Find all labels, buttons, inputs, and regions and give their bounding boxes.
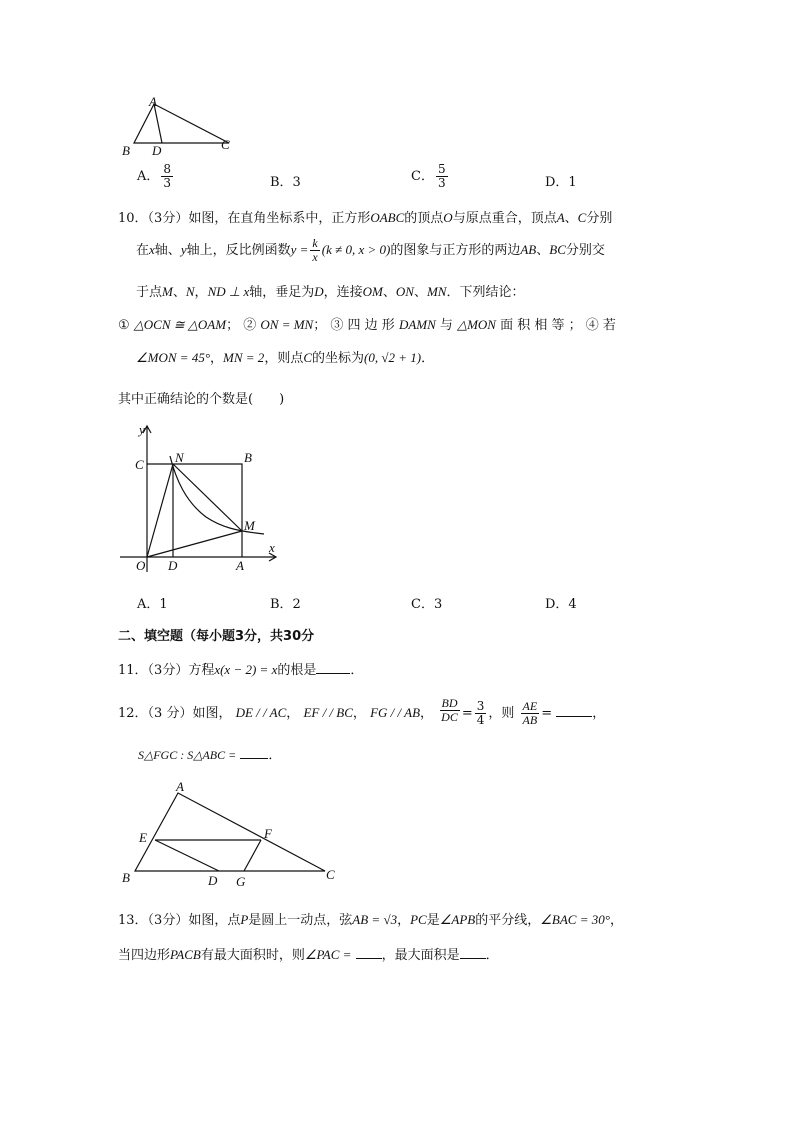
q10-option-a xyxy=(137,593,168,612)
q10-var: x xyxy=(149,242,155,257)
q10-sep: ， xyxy=(210,351,224,366)
q10-var: D xyxy=(314,284,324,299)
label-a: A xyxy=(176,779,184,794)
q13-text: 有最大面积时，则 xyxy=(200,948,305,963)
fraction-num: AE xyxy=(522,699,538,713)
fraction-num: BD xyxy=(441,696,458,710)
option-c-fraction xyxy=(436,163,448,190)
q13-end: ． xyxy=(485,948,499,963)
q10-sep: ； xyxy=(226,318,240,333)
fraction-num: 3 xyxy=(476,699,485,713)
segment-mn xyxy=(173,464,242,531)
q10-text: 的顶点 xyxy=(404,211,444,226)
q13-text: 是 xyxy=(426,913,440,928)
q10-text: 面 积 相 等 ； xyxy=(500,318,582,333)
q12-text: ，则 xyxy=(488,706,515,721)
q10-question-text: 其中正确结论的个数是( ) xyxy=(118,392,285,407)
q11-end: ． xyxy=(350,663,364,678)
segment-on xyxy=(147,464,173,557)
label-c: C xyxy=(221,137,230,152)
q10-sep: ， xyxy=(194,285,208,300)
option-b-text: B．2 xyxy=(270,597,301,612)
q10-text: 于点 xyxy=(136,285,163,300)
q10-func-cond: (k ≠ 0, x > 0) xyxy=(321,242,391,257)
option-b-text: B．3 xyxy=(270,175,301,190)
segment-ad xyxy=(154,104,162,143)
q10-sep: 、 xyxy=(413,285,427,300)
q10-expr: DAMN xyxy=(398,317,436,332)
label-n: N xyxy=(175,450,184,465)
q12-ask-ratio xyxy=(521,700,540,727)
q10-var: O xyxy=(443,210,453,225)
fraction-den: x xyxy=(312,250,318,264)
q10-expr: ND ⊥ x xyxy=(207,284,250,299)
q10-var: OM xyxy=(362,284,383,299)
q10-var: BC xyxy=(549,242,566,257)
q12-value xyxy=(475,700,487,727)
q10-option-d xyxy=(545,593,577,612)
q10-line-5 xyxy=(136,347,434,366)
q12-parallel: DE / / AC xyxy=(235,705,287,720)
q10-var: AB xyxy=(520,242,537,257)
section-title: 二、填空题（每小题3分，共30分 xyxy=(118,629,315,644)
q13-text: ，最大面积是 xyxy=(381,948,460,963)
figure-triangle-abd xyxy=(112,94,242,160)
fraction-num: k xyxy=(312,236,318,250)
q10-expr: MN = 2 xyxy=(223,350,265,365)
q10-var: y xyxy=(180,242,187,257)
figure-coordinate-square xyxy=(116,420,286,580)
q9-option-a xyxy=(137,163,175,190)
q13-var: PACB xyxy=(170,947,201,962)
q10-square: OABC xyxy=(370,210,405,225)
q10-question xyxy=(118,388,284,407)
q10-text: 的坐标为 xyxy=(312,351,365,366)
fraction-den: 4 xyxy=(476,713,485,727)
label-f: F xyxy=(264,826,272,841)
label-b: B xyxy=(122,143,130,158)
q10-text: 分别交 xyxy=(565,243,605,258)
q10-expr: △MON xyxy=(457,317,496,332)
q10-line-4 xyxy=(118,314,616,333)
q13-text: 当四边形 xyxy=(118,948,171,963)
option-c-text: C．3 xyxy=(411,597,443,612)
q10-text: 与原点重合，顶点 xyxy=(452,211,557,226)
q13-answer-blank-1[interactable] xyxy=(356,946,382,959)
q10-line-1 xyxy=(118,207,612,226)
q12-parallel: EF / / BC xyxy=(303,705,353,720)
q12-equals: = xyxy=(541,706,553,721)
q13-expr: ∠BAC = 30° xyxy=(540,912,610,927)
option-a-text: A．1 xyxy=(137,597,168,612)
label-a: A xyxy=(236,558,244,573)
q11-line xyxy=(118,659,363,678)
fraction-num: 5 xyxy=(437,162,446,176)
q10-text: ．下列结论： xyxy=(446,285,525,300)
fraction-den: 3 xyxy=(163,176,172,190)
q10-mark: ① xyxy=(118,318,130,333)
q10-sep: 、 xyxy=(382,285,396,300)
q10-line-3 xyxy=(136,281,524,300)
label-c: C xyxy=(326,867,335,882)
q12-line-2 xyxy=(138,744,281,763)
label-g: G xyxy=(236,874,246,889)
label-e: E xyxy=(139,830,147,845)
segment-om xyxy=(147,531,242,557)
q10-var: C xyxy=(303,350,312,365)
label-y: y xyxy=(139,422,145,437)
section-heading-fill-in xyxy=(118,625,314,644)
option-c-prefix: C． xyxy=(411,169,434,184)
label-x: x xyxy=(269,540,275,555)
option-d-text: D．4 xyxy=(545,597,577,612)
q10-var: M xyxy=(162,284,173,299)
q12-equals: = xyxy=(461,706,473,721)
q12-parallel: FG / / AB xyxy=(370,705,421,720)
q10-expr: (0, √2 + 1) xyxy=(364,350,422,365)
triangle-abc xyxy=(134,104,229,143)
label-o: O xyxy=(136,558,146,573)
q13-sep: ， xyxy=(397,913,411,928)
label-a: A xyxy=(149,94,157,109)
q10-text: ，则点 xyxy=(264,351,304,366)
label-b: B xyxy=(122,870,130,885)
q10-head: 10．（3分）如图，在直角坐标系中，正方形 xyxy=(118,211,371,226)
q13-answer-blank-2[interactable] xyxy=(460,946,486,959)
q10-func-lhs: y = xyxy=(290,242,309,257)
option-a-fraction xyxy=(161,163,173,190)
q10-sep: ； xyxy=(313,318,327,333)
q13-text: 是圆上一动点，弦 xyxy=(248,913,353,928)
triangle-abc xyxy=(135,793,325,871)
q12-line-1 xyxy=(118,696,606,727)
q10-sep: 、 xyxy=(536,243,550,258)
q13-expr: ∠PAC = xyxy=(304,947,352,962)
q12-ratio xyxy=(439,697,460,724)
q13-var: P xyxy=(240,912,249,927)
q11-equation: x(x − 2) = x xyxy=(214,662,278,677)
q10-sep: 、 xyxy=(564,211,578,226)
q12-answer-blank-2[interactable] xyxy=(240,746,268,759)
q9-option-d xyxy=(545,171,577,190)
q13-text: 的平分线， xyxy=(475,913,541,928)
square-oabc xyxy=(147,464,242,557)
q10-var: MN xyxy=(426,284,447,299)
q13-expr: AB = √3 xyxy=(352,912,398,927)
q10-var: ON xyxy=(395,284,414,299)
option-d-text: D．1 xyxy=(545,175,577,190)
q12-sep: ， xyxy=(286,706,300,721)
q9-option-c xyxy=(411,163,450,190)
q13-line-1 xyxy=(118,909,623,928)
q13-head: 13．（3分）如图，点 xyxy=(118,913,241,928)
figure-parallel-triangle xyxy=(116,778,346,890)
q10-sep: ． xyxy=(421,351,435,366)
q12-sep: ， xyxy=(420,706,434,721)
q10-text: 的图象与正方形的两边 xyxy=(390,243,521,258)
q10-var: C xyxy=(577,210,587,225)
fraction-den: 3 xyxy=(437,176,446,190)
q11-answer-blank[interactable] xyxy=(316,661,350,674)
q12-head: 12．（3 分）如图， xyxy=(118,706,232,721)
q12-area-expr: S△FGC : S△ABC = xyxy=(138,748,237,762)
q10-expr: △OCN ≅ △OAM xyxy=(133,317,227,332)
fraction-den: AB xyxy=(522,713,538,727)
fraction-num: 8 xyxy=(163,162,172,176)
q11-text: 的根是 xyxy=(277,663,317,678)
q10-text: 轴，垂足为 xyxy=(249,285,315,300)
q10-text: 轴、 xyxy=(154,243,181,258)
q10-sep: 、 xyxy=(172,285,186,300)
label-d: D xyxy=(168,558,178,573)
q10-expr: ON = MN xyxy=(260,317,314,332)
q10-mark: ② xyxy=(243,318,257,333)
q13-line-2 xyxy=(118,944,499,963)
label-d: D xyxy=(208,873,218,888)
label-b: B xyxy=(244,450,252,465)
label-d: D xyxy=(152,143,162,158)
q13-var: PC xyxy=(410,912,427,927)
segment-fg xyxy=(244,840,261,871)
option-a-prefix: A． xyxy=(137,169,160,184)
q10-line-2 xyxy=(136,237,605,264)
q10-mark: ④ 若 xyxy=(585,318,616,333)
q13-expr: ∠APB xyxy=(439,912,476,927)
segment-ed xyxy=(155,840,219,871)
q10-option-c xyxy=(411,593,442,612)
q10-text: 轴上，反比例函数 xyxy=(186,243,291,258)
q10-text: 在 xyxy=(136,243,150,258)
q12-sep: ， xyxy=(592,706,606,721)
q10-func-fraction xyxy=(310,237,319,264)
label-m: M xyxy=(244,518,255,533)
q10-var: N xyxy=(185,284,195,299)
q11-head: 11．（3分）方程 xyxy=(118,663,215,678)
q10-mark: ③ 四 边 形 xyxy=(330,318,395,333)
q10-var: A xyxy=(556,210,565,225)
q10-text: 与 xyxy=(439,318,453,333)
q10-text: 分别 xyxy=(586,211,613,226)
q12-sep: ， xyxy=(352,706,366,721)
q9-option-b xyxy=(270,171,301,190)
q10-expr: ∠MON = 45° xyxy=(136,350,211,365)
label-c: C xyxy=(135,457,144,472)
fraction-den: DC xyxy=(441,710,458,724)
q13-sep: ， xyxy=(609,913,623,928)
q12-end: ． xyxy=(268,748,282,763)
q12-answer-blank-1[interactable] xyxy=(556,704,592,717)
q10-option-b xyxy=(270,593,301,612)
q10-text: ，连接 xyxy=(323,285,363,300)
